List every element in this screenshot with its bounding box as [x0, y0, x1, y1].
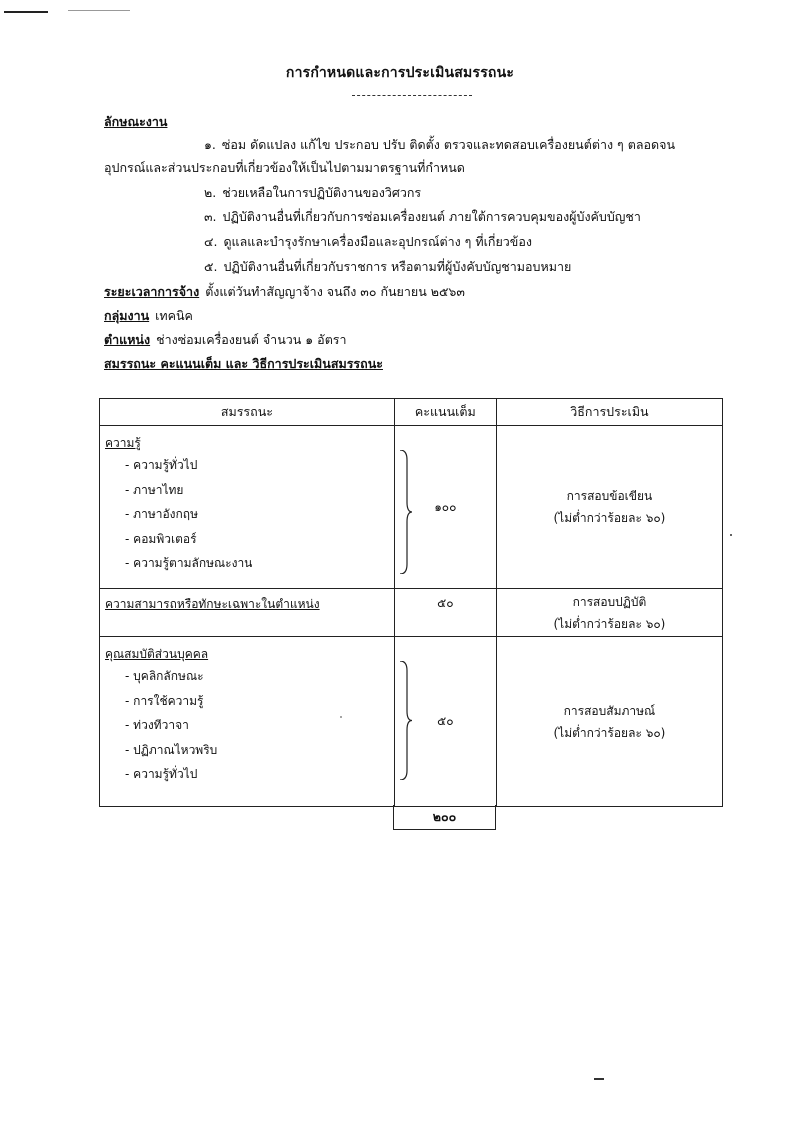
competency-section-heading: สมรรถนะ คะแนนเต็ม และ วิธีการประเมินสมรรถนะ: [104, 356, 383, 371]
title-divider: [352, 95, 472, 96]
header-full-score: คะแนนเต็ม: [394, 399, 496, 426]
method-name: การสอบสัมภาษณ์: [563, 703, 656, 718]
list-item: - คอมพิวเตอร์: [125, 531, 197, 546]
table-header-row: [100, 399, 723, 426]
item-number: ๔.: [204, 234, 218, 249]
scan-artifact: [594, 1078, 604, 1080]
total-score: ๒๐๐: [393, 805, 496, 830]
group-title: ความรู้: [105, 436, 141, 450]
job-characteristics-heading: ลักษณะงาน: [104, 114, 168, 129]
group-title: คุณสมบัติส่วนบุคคล: [105, 647, 209, 661]
item-text: ซ่อม ดัดแปลง แก้ไข ประกอบ ปรับ ติดตั้ง ตรวจและทดสอบเครื่องยนต์ต่าง ๆ ตลอดจน: [221, 137, 676, 152]
list-item: - ภาษาไทย: [125, 482, 184, 497]
curly-brace-icon: [399, 450, 413, 574]
list-item: - บุคลิกลักษณะ: [125, 669, 204, 683]
list-item: - การใช้ความรู้: [125, 693, 204, 708]
competency-cell: [100, 426, 395, 589]
item-text: ช่วยเหลือในการปฏิบัติงานของวิศวกร: [222, 185, 422, 200]
list-item: - ปฏิภาณไหวพริบ: [125, 742, 218, 757]
competency-table: [99, 398, 723, 807]
scan-speck: [340, 716, 342, 718]
work-group-label: กลุ่มงาน: [104, 308, 150, 323]
method-cell: [496, 589, 722, 637]
item-number: ๒.: [204, 185, 217, 200]
position-label: ตำแหน่ง: [104, 332, 151, 347]
header-evaluation-method: วิธีการประเมิน: [496, 399, 722, 426]
list-item: - ความรู้ตามลักษณะงาน: [125, 556, 253, 570]
scan-artifact: [4, 11, 48, 13]
employment-period-value: ตั้งแต่วันทำสัญญาจ้าง จนถึง ๓๐ กันยายน ๒๕๖๓: [205, 284, 465, 299]
list-item: - ความรู้ทั่วไป: [125, 458, 198, 472]
employment-period: [104, 283, 465, 301]
method-cell: [496, 637, 722, 807]
work-group-value: เทคนิค: [155, 308, 193, 323]
score-value: ๕๐: [437, 714, 454, 728]
job-item-1-continuation: อุปกรณ์และส่วนประกอบที่เกี่ยวข้องให้เป็นไปตามมาตรฐานที่กำหนด: [104, 160, 465, 175]
item-number: ๓.: [204, 209, 217, 224]
list-item: - ท่วงทีวาจา: [125, 718, 189, 732]
method-criteria: (ไม่ต่ำกว่าร้อยละ ๖๐): [553, 725, 666, 740]
score-value: ๑๐๐: [434, 499, 457, 514]
group-title: ความสามารถหรือทักษะเฉพาะในตำแหน่ง: [105, 597, 320, 611]
method-name: การสอบปฏิบัติ: [572, 595, 647, 609]
table-row-knowledge: [100, 426, 723, 589]
document-title: การกำหนดและการประเมินสมรรถนะ: [285, 65, 515, 81]
score-cell: [394, 589, 496, 637]
scan-speck: [730, 534, 732, 536]
score-cell: [394, 426, 496, 589]
curly-brace-icon: [399, 661, 413, 780]
item-text: ดูแลและบำรุงรักษาเครื่องมือและอุปกรณ์ต่าง ๆ ที่เกี่ยวข้อง: [223, 234, 532, 249]
position: [104, 331, 347, 349]
competency-cell: [100, 589, 395, 637]
job-item-1: [204, 136, 675, 154]
job-item-5: [204, 258, 571, 276]
header-competency: สมรรถนะ: [100, 399, 395, 426]
scan-artifact: [68, 10, 130, 11]
job-item-4: [204, 233, 532, 251]
job-item-2: [204, 184, 421, 202]
method-criteria: (ไม่ต่ำกว่าร้อยละ ๖๐): [553, 617, 666, 631]
employment-period-label: ระยะเวลาการจ้าง: [104, 284, 200, 299]
list-item: - ความรู้ทั่วไป: [125, 767, 198, 781]
item-text: ปฏิบัติงานอื่นที่เกี่ยวกับการซ่อมเครื่องยนต์ ภายใต้การควบคุมของผู้บังคับบัญชา: [222, 209, 641, 224]
item-text: ปฏิบัติงานอื่นที่เกี่ยวกับราชการ หรือตามที่ผู้บังคับบัญชามอบหมาย: [223, 259, 572, 274]
method-cell: [496, 426, 722, 589]
table-row-personal-attributes: [100, 637, 723, 807]
score-value: ๕๐: [437, 596, 454, 610]
position-value: ช่างซ่อมเครื่องยนต์ จำนวน ๑ อัตรา: [156, 332, 347, 347]
work-group: [104, 307, 193, 325]
table-row-skills: [100, 589, 723, 637]
method-criteria: (ไม่ต่ำกว่าร้อยละ ๖๐): [553, 511, 666, 525]
job-item-3: [204, 208, 641, 226]
item-number: ๑.: [204, 137, 216, 152]
competency-cell: [100, 637, 395, 807]
method-name: การสอบข้อเขียน: [566, 489, 653, 503]
score-cell: [394, 637, 496, 807]
item-number: ๕.: [204, 259, 218, 274]
list-item: - ภาษาอังกฤษ: [125, 507, 198, 521]
